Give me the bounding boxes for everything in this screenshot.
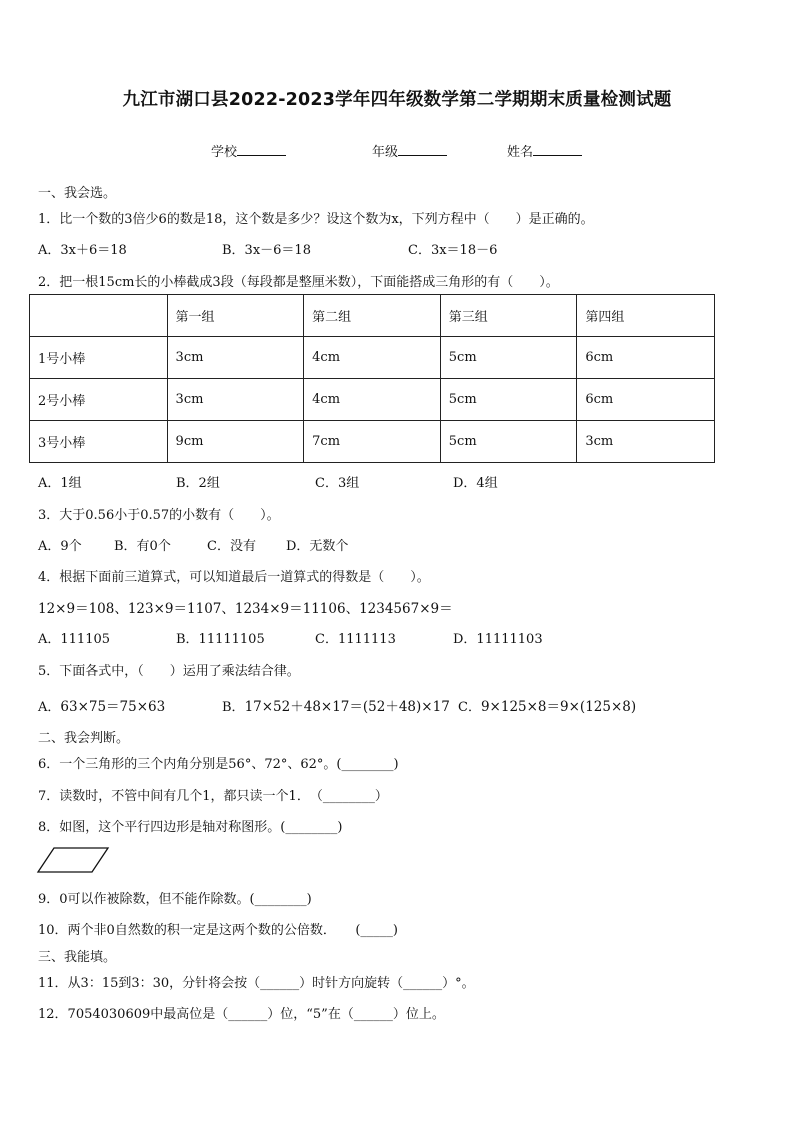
name-label: 姓名 (507, 145, 534, 160)
question-9: 9．0可以作被除数，但不能作除数。(________) (38, 892, 312, 907)
q5-a-label: A． (38, 700, 61, 715)
section-fill-heading: 三、我能填。 (38, 950, 117, 965)
q4-option-b: B．11111105 (176, 632, 265, 647)
q5-option-c (458, 695, 636, 715)
question-12: 12．7054030609中最高位是（______）位，“5”在（______）位上。 (38, 1007, 445, 1022)
table-header-cell: 第一组 (167, 295, 304, 337)
name-blank[interactable] (533, 142, 582, 156)
question-1: 1．比一个数的3倍少6的数是18，这个数是多少？设这个数为x，下列方程中（ ）是正确的。 (38, 212, 594, 227)
section-judge-heading: 二、我会判断。 (38, 731, 130, 746)
table-row (30, 379, 715, 421)
q3-option-c: C．没有 (207, 539, 256, 554)
question-3: 3．大于0.56小于0.57的小数有（ ）。 (38, 508, 280, 523)
table-header-cell: 第二组 (304, 295, 441, 337)
table-cell: 9cm (167, 421, 304, 463)
q5-a-expression: 63×75＝75×63 (60, 699, 166, 715)
table-cell: 3cm (167, 379, 304, 421)
question-2: 2．把一根15cm长的小棒截成3段（每段都是整厘米数），下面能搭成三角形的有（ ）。 (38, 275, 559, 290)
table-cell: 3cm (577, 421, 715, 463)
q4-formula: 12×9＝108、123×9＝1107、1234×9＝11106、1234567×9＝ (38, 601, 453, 617)
school-field (211, 141, 286, 160)
question-8: 8．如图，这个平行四边形是轴对称图形。(________) (38, 820, 343, 835)
q2-option-a: A．1组 (38, 476, 82, 491)
q1-option-c: C．3x＝18－6 (408, 243, 498, 258)
q2-option-b: B．2组 (176, 476, 220, 491)
q5-c-label: C． (458, 700, 481, 715)
table-cell: 5cm (440, 379, 577, 421)
stick-table (29, 294, 715, 463)
table-row (30, 421, 715, 463)
q5-b-expression: 17×52＋48×17＝(52＋48)×17 (244, 699, 450, 715)
q1-option-a: A．3x＋6＝18 (38, 243, 127, 258)
table-cell: 1号小棒 (30, 337, 168, 379)
question-5: 5．下面各式中，（ ）运用了乘法结合律。 (38, 664, 300, 679)
q1-option-b: B．3x－6＝18 (222, 243, 311, 258)
table-cell: 4cm (304, 379, 441, 421)
q4-option-c: C．1111113 (315, 632, 396, 647)
parallelogram-figure (36, 846, 112, 874)
question-6: 6．一个三角形的三个内角分别是56°、72°、62°。(________) (38, 757, 399, 772)
grade-blank[interactable] (398, 142, 447, 156)
q4-option-d: D．11111103 (453, 632, 543, 647)
q3-option-d: D．无数个 (286, 539, 349, 554)
table-header-cell: 第三组 (440, 295, 577, 337)
q3-option-a: A．9个 (38, 539, 82, 554)
q2-option-c: C．3组 (315, 476, 360, 491)
question-4: 4．根据下面前三道算式，可以知道最后一道算式的得数是（ ）。 (38, 570, 430, 585)
question-7: 7．读数时，不管中间有几个1，都只读一个1． （________） (38, 789, 388, 804)
table-row (30, 337, 715, 379)
q4-option-a: A．111105 (38, 632, 111, 647)
table-cell: 2号小棒 (30, 379, 168, 421)
table-header-row (30, 295, 715, 337)
q5-c-expression: 9×125×8＝9×(125×8) (480, 699, 637, 715)
table-cell: 6cm (577, 379, 715, 421)
school-blank[interactable] (237, 142, 286, 156)
question-10: 10．两个非0自然数的积一定是这两个数的公倍数． (_____) (38, 923, 398, 938)
table-cell: 3cm (167, 337, 304, 379)
grade-field (372, 141, 447, 160)
page-title: 九江市湖口县2022-2023学年四年级数学第二学期期末质量检测试题 (122, 90, 672, 110)
table-cell: 5cm (440, 337, 577, 379)
table-cell (30, 295, 168, 337)
table-cell: 4cm (304, 337, 441, 379)
table-cell: 3号小棒 (30, 421, 168, 463)
q5-b-label: B． (222, 700, 245, 715)
q5-option-a (38, 695, 165, 715)
school-label: 学校 (211, 145, 238, 160)
name-field (507, 141, 582, 160)
grade-label: 年级 (372, 145, 399, 160)
question-11: 11．从3：15到3：30，分针将会按（______）时针方向旋转（______）°。 (38, 976, 475, 991)
q2-option-d: D．4组 (453, 476, 498, 491)
table-cell: 6cm (577, 337, 715, 379)
table-header-cell: 第四组 (577, 295, 715, 337)
section-choice-heading: 一、我会选。 (38, 186, 117, 201)
q5-option-b (222, 695, 450, 715)
table-cell: 5cm (440, 421, 577, 463)
q3-option-b: B．有0个 (114, 539, 171, 554)
table-cell: 7cm (304, 421, 441, 463)
